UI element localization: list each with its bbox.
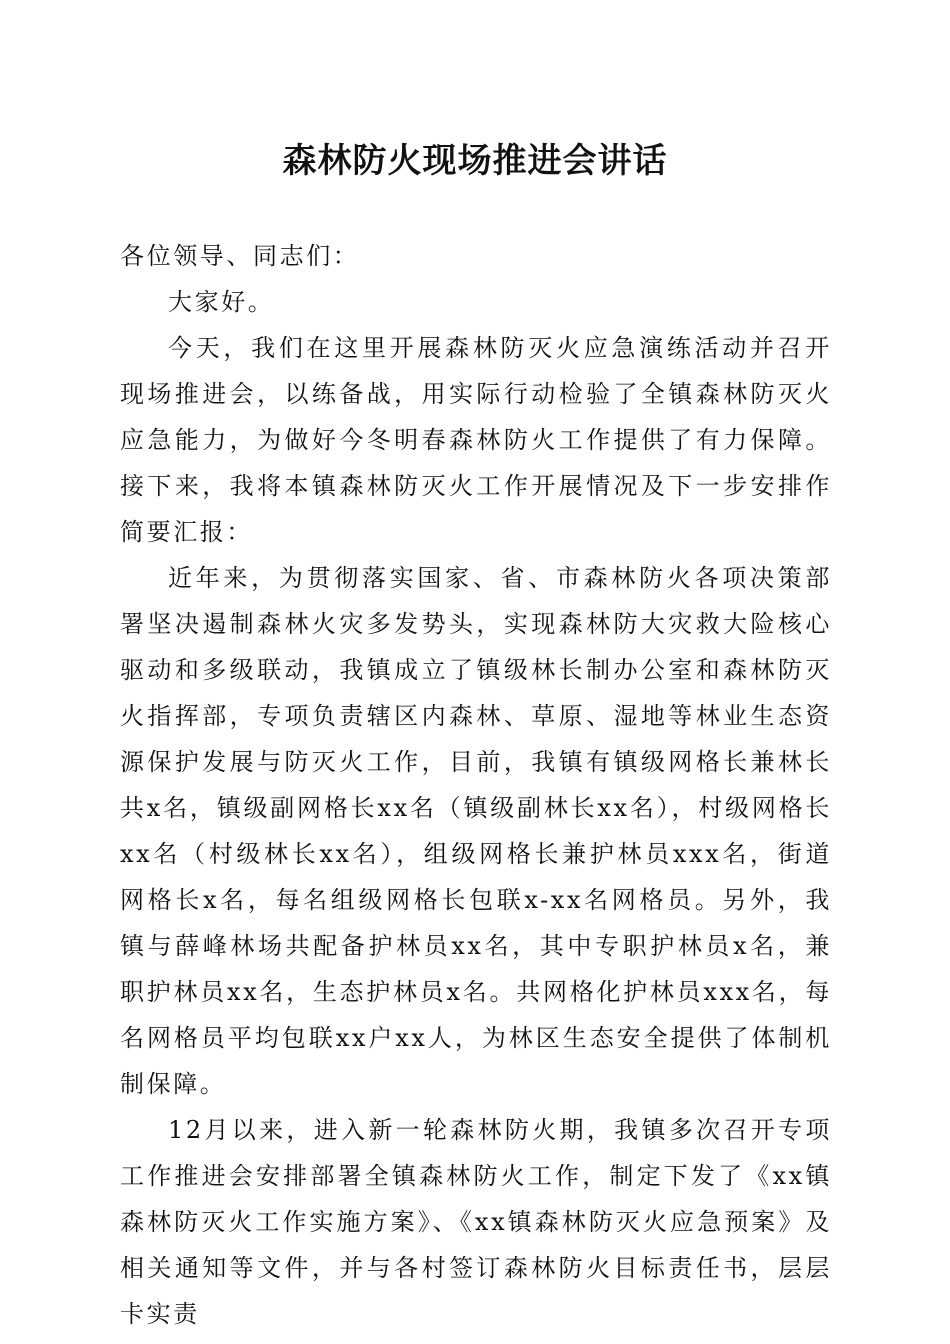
paragraph-greeting: 大家好。 xyxy=(168,288,275,316)
document-title: 森林防火现场推进会讲话 xyxy=(282,141,668,181)
paragraph-organization: 近年来，为贯彻落实国家、省、市森林防火各项决策部署坚决遏制森林火灾多发势头，实现森林防大灾救大险核心驱动和多级联动，我镇成立了镇级林长制办公室和森林防灭火指挥部，专项负责辖区内森林、草原、湿地等林业生态资源保护发展与防灭火工作，目前，我镇有镇级网格长兼林长共x名，镇级副网格长xx名（镇级副林长xx名），村级网格长xx名（村级林长xx名），组级网格长兼护林员xxx名，街道网格长x名，每名组级网格长包联x-xx名网格员。另外，我镇与薛峰林场共配备护林员xx名，其中专职护林员x名，兼职护林员xx名，生态护林员x名。共网格化护林员xxx名，每名网格员平均包联xx户xx人，为林区生态安全提供了体制机制保障。 xyxy=(120,564,832,1098)
paragraph-intro: 今天，我们在这里开展森林防灭火应急演练活动并召开现场推进会，以练备战，用实际行动检验了全镇森林防灭火应急能力，为做好今冬明春森林防火工作提供了有力保障。接下来，我将本镇森林防灭火工作开展情况及下一步安排作简要汇报： xyxy=(120,334,832,546)
paragraph-december-work: 12月以来，进入新一轮森林防火期，我镇多次召开专项工作推进会安排部署全镇森林防火工作，制定下发了《xx镇森林防灭火工作实施方案》、《xx镇森林防灭火应急预案》及相关通知等文件，并与各村签订森林防火目标责任书，层层卡实责 xyxy=(120,1116,832,1328)
salutation: 各位领导、同志们： xyxy=(120,242,360,270)
document-body xyxy=(120,233,832,1337)
